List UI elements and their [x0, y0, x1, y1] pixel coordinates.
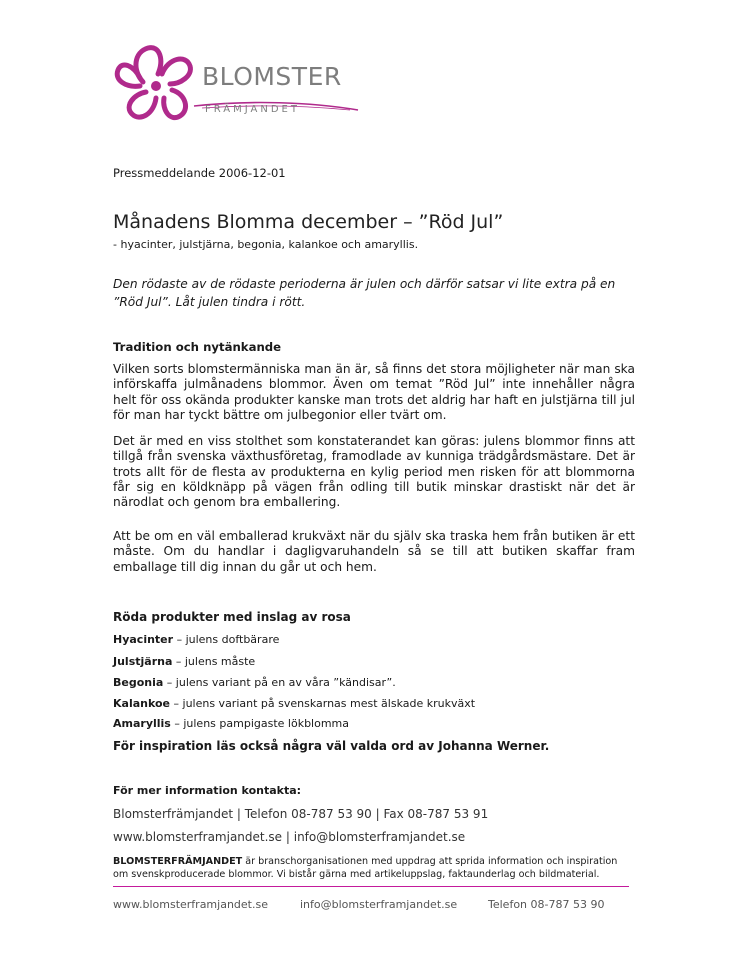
- product-desc: – julens pampigaste lökblomma: [170, 717, 350, 730]
- footer-website-link[interactable]: www.blomsterframjandet.se: [113, 898, 268, 911]
- footer-divider: [113, 886, 629, 887]
- section-heading-products: Röda produkter med inslag av rosa: [113, 610, 351, 624]
- logo-wordmark: BLOMSTER: [202, 62, 342, 91]
- product-desc: – julens variant på en av våra ”kändisar”.: [163, 676, 396, 689]
- product-name: Kalankoe: [113, 697, 171, 710]
- footer-email-link[interactable]: info@blomsterframjandet.se: [300, 898, 458, 911]
- contact-phone-line: Blomsterfrämjandet | Telefon 08-787 53 90 | Fax 08-787 53 91: [113, 807, 489, 821]
- product-name: Hyacinter: [113, 633, 174, 646]
- product-name: Amaryllis: [113, 717, 171, 730]
- product-item: [113, 655, 255, 668]
- about-body: är branschorganisationen med uppdrag att sprida information och inspiration om svenskproducerade blommor. Vi bistår gärna med artikeluppslag, faktaunderlag och bildmaterial.: [113, 856, 618, 880]
- body-paragraph: Att be om en väl emballerad krukväxt när du själv ska traska hem från butiken är ett måste. Om du handlar i dagligvaruhandeln så se till att butiken skaffar fram emballage till dig innan du går ut och hem.: [113, 529, 635, 574]
- contact-web-line[interactable]: www.blomsterframjandet.se | info@blomsterframjandet.se: [113, 830, 466, 844]
- product-desc: – julens doftbärare: [173, 633, 280, 646]
- product-item: [113, 697, 475, 710]
- page-title: Månadens Blomma december – ”Röd Jul”: [113, 211, 504, 233]
- logo-subtitle: FRÄMJANDET: [205, 104, 300, 115]
- contact-heading: För mer information kontakta:: [113, 784, 302, 797]
- inspiration-line: För inspiration läs också några väl valda ord av Johanna Werner.: [113, 739, 550, 753]
- dateline: Pressmeddelande 2006-12-01: [113, 166, 286, 180]
- page-subtitle: - hyacinter, julstjärna, begonia, kalankoe och amaryllis.: [113, 238, 419, 251]
- logo: [110, 40, 370, 132]
- lead-paragraph: Den rödaste av de rödaste perioderna är julen och därför satsar vi lite extra på en ”Röd Jul”. Låt julen tindra i rött.: [113, 277, 616, 309]
- product-item: [113, 676, 396, 689]
- product-name: Julstjärna: [113, 655, 173, 668]
- product-desc: – julens måste: [172, 655, 256, 668]
- product-desc: – julens variant på svenskarnas mest älskade krukväxt: [170, 697, 476, 710]
- about-text: [113, 855, 633, 881]
- section-heading-tradition: Tradition och nytänkande: [113, 340, 282, 354]
- product-item: [113, 633, 279, 646]
- about-org: BLOMSTERFRÄMJANDET: [113, 856, 243, 867]
- body-paragraph: Det är med en viss stolthet som konstaterandet kan göras: julens blommor finns att tillgå från svenska växthusföretag, framodlade av kunniga trädgårdsmästare. Det är trots allt för de flesta av produkterna en kylig period men risken för att blommorna får sig en köldknäpp på vägen från odling till butik minskar drastiskt när det är närodlat och genom bra emballering.: [113, 434, 635, 510]
- product-item: [113, 717, 349, 730]
- body-paragraph: Vilken sorts blomstermänniska man än är, så finns det stora möjligheter när man ska införskaffa julmånadens blommor. Även om temat ”Röd Jul” inte innehåller några helt för oss okända produkter kanske man trots det aldrig har haft en julstjärna till jul för man har tyckt bättre om julbegonior eller tvärt om.: [113, 362, 635, 422]
- footer-phone: Telefon 08-787 53 90: [488, 898, 605, 911]
- product-name: Begonia: [113, 676, 164, 689]
